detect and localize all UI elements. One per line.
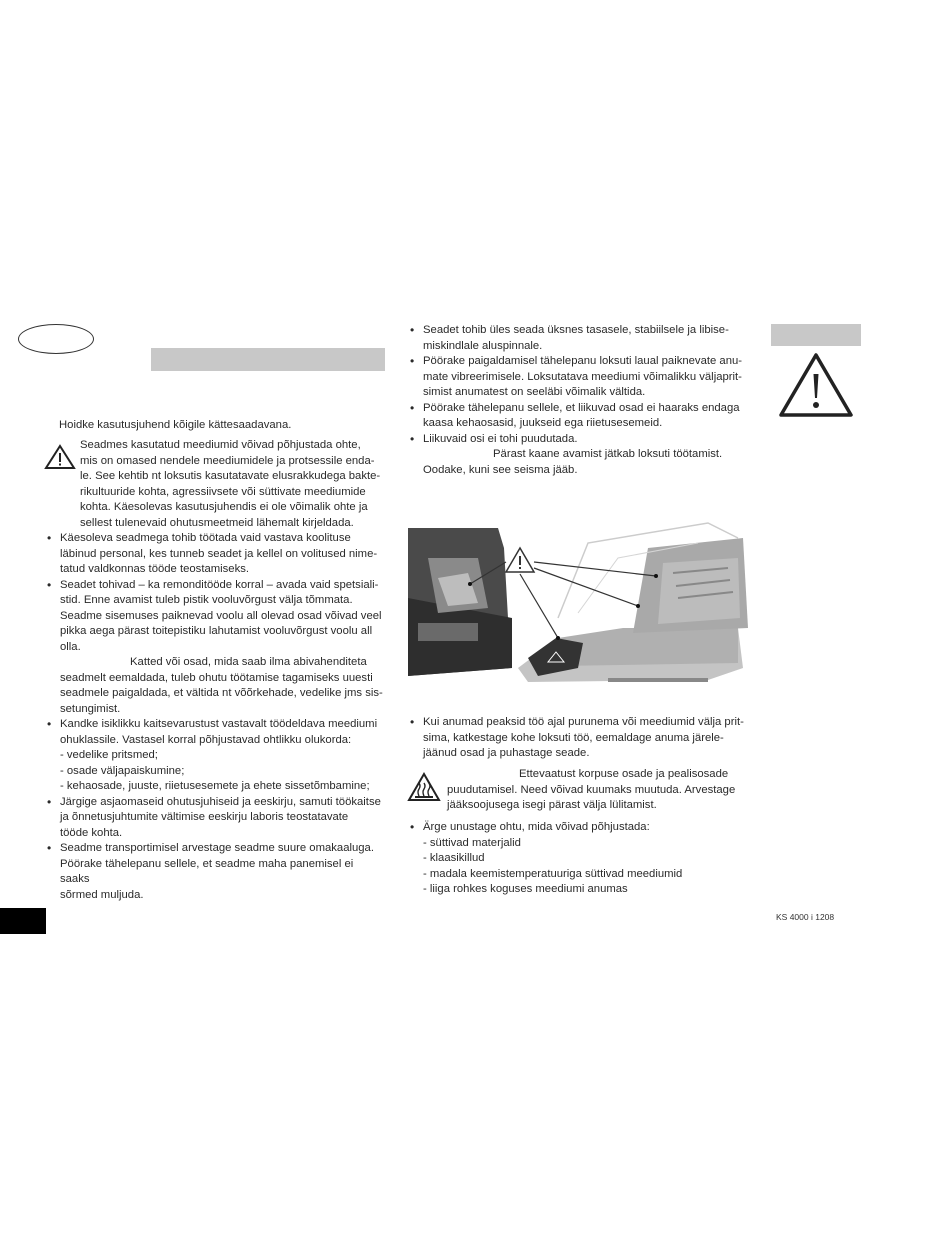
list-item: • Ärge unustage ohtu, mida võivad põhjustada: - süttivad materjalid - klaasikillud - madala keemistemperatuuriga süttivad meediumid - liiga rohkes koguses meediumi anumas <box>410 820 748 898</box>
warning-line: rikultuuride kohta, agressiivsete või süttivate meediumide <box>80 485 366 498</box>
hot-surface-paragraph <box>447 767 746 814</box>
hot-surface-icon <box>407 772 441 802</box>
list-item: • Seadme transportimisel arvestage seadme suure omakaaluga. Pöörake tähelepanu sellele, et seadme maha panemisel ei saaks sõrmed muljuda. <box>47 841 385 903</box>
mid-bullet-list-hazards <box>410 820 748 898</box>
footer-doc-code: KS 4000 i 1208 <box>776 912 835 922</box>
list-item: • Liikuvaid osi ei tohi puudutada. Pärast kaane avamist jätkab loksuti töötamist. Oodake, kuni see seisma jääb. <box>410 432 748 479</box>
hot-line: puudutamisel. Need võivad kuumaks muutuda. Arvestage <box>447 783 736 796</box>
list-item: • Pöörake paigaldamisel tähelepanu loksuti laual paiknevate anu- mate vibreerimisele. Loksutatava meediumi võimalikku väljaprit- simist anumatest on seeläbi võimalik vältida. <box>410 354 748 401</box>
warning-triangle-icon <box>778 352 854 418</box>
hot-line: jääksoojusega isegi pärast välja lülitamist. <box>447 799 657 811</box>
mid-bullet-list-top <box>410 323 748 478</box>
warning-paragraph <box>80 438 385 531</box>
mid-bullet-list-bottom <box>410 715 748 762</box>
left-bullet-list <box>47 531 385 903</box>
warning-line: sellest tulenevaid ohutusmeetmeid lähemalt kirjeldada. <box>80 516 354 529</box>
section-heading-bar <box>151 348 385 371</box>
shaker-illustration <box>408 518 750 682</box>
hot-line: Ettevaatust korpuse osade ja pealisosade <box>519 768 729 780</box>
list-item: • Järgige asjaomaseid ohutusjuhiseid ja eeskirju, samuti töökaitse ja õnnetusjuhtumite vältimise eeskirju laboris teostatavate tööde kohta. <box>47 795 385 842</box>
list-item: • Seadet tohib üles seada üksnes tasasele, stabiilsele ja libise- miskindlale aluspinnale. <box>410 323 748 354</box>
warning-line: kohta. Käesolevas kasutusjuhendis ei ole võimalik ohte ja <box>80 501 368 513</box>
list-item: • Seadet tohivad – ka remonditööde korral – avada vaid spetsiali- stid. Enne avamist tuleb pistik vooluvõrgust välja tõmmata. Seadme sisemuses paiknevad voolu all olevad osad võivad veel pikka aega pärast toitepistiku lahutamist vooluvõrgust voolu all olla. Katted või osad, mida saab ilma abivahenditeta seadmelt eemaldada, tuleb ohutu töötamise tagamiseks uuesti seadmele paigaldada, et vältida nt võõrkehade, vedelike jms sis- setungimist. <box>47 578 385 718</box>
list-item: • Kui anumad peaksid töö ajal purunema või meediumid välja prit- sima, katkestage kohe loksuti töö, eemaldage anuma järele- jäänud osad ja puhastage seade. <box>410 715 748 762</box>
list-item: • Pöörake tähelepanu sellele, et liikuvad osad ei haaraks endaga kaasa kehaosasid, juukseid ega riietusesemeid. <box>410 401 748 432</box>
intro-text: Hoidke kasutusjuhend kõigile kättesaadavana. <box>59 419 292 431</box>
page-number-tab <box>0 908 46 934</box>
warning-line: mis on omased nendele meediumidele ja protsessile enda- <box>80 454 375 467</box>
language-badge <box>18 324 94 354</box>
list-item: • Käesoleva seadmega tohib töötada vaid vastava koolituse läbinud personal, kes tunneb seadet ja kellel on volitused nime- tatud valdkonnas tööde teostamiseks. <box>47 531 385 578</box>
warning-line: le. See kehtib nt loksutis kasutatavate elusrakkudega bakte- <box>80 470 381 482</box>
warning-line: Seadmes kasutatud meediumid võivad põhjustada ohte, <box>80 439 361 451</box>
list-item: • Kandke isiklikku kaitsevarustust vastavalt töödeldava meediumi ohuklassile. Vastasel korral põhjustavad ohtlikku olukorda: - vedelike pritsmed; - osade väljapaiskumine; - kehaosade, juuste, riietusesemete ja ehete sissetõmbamine; <box>47 717 385 795</box>
warning-heading-bar <box>771 324 861 346</box>
warning-icon <box>44 444 76 470</box>
